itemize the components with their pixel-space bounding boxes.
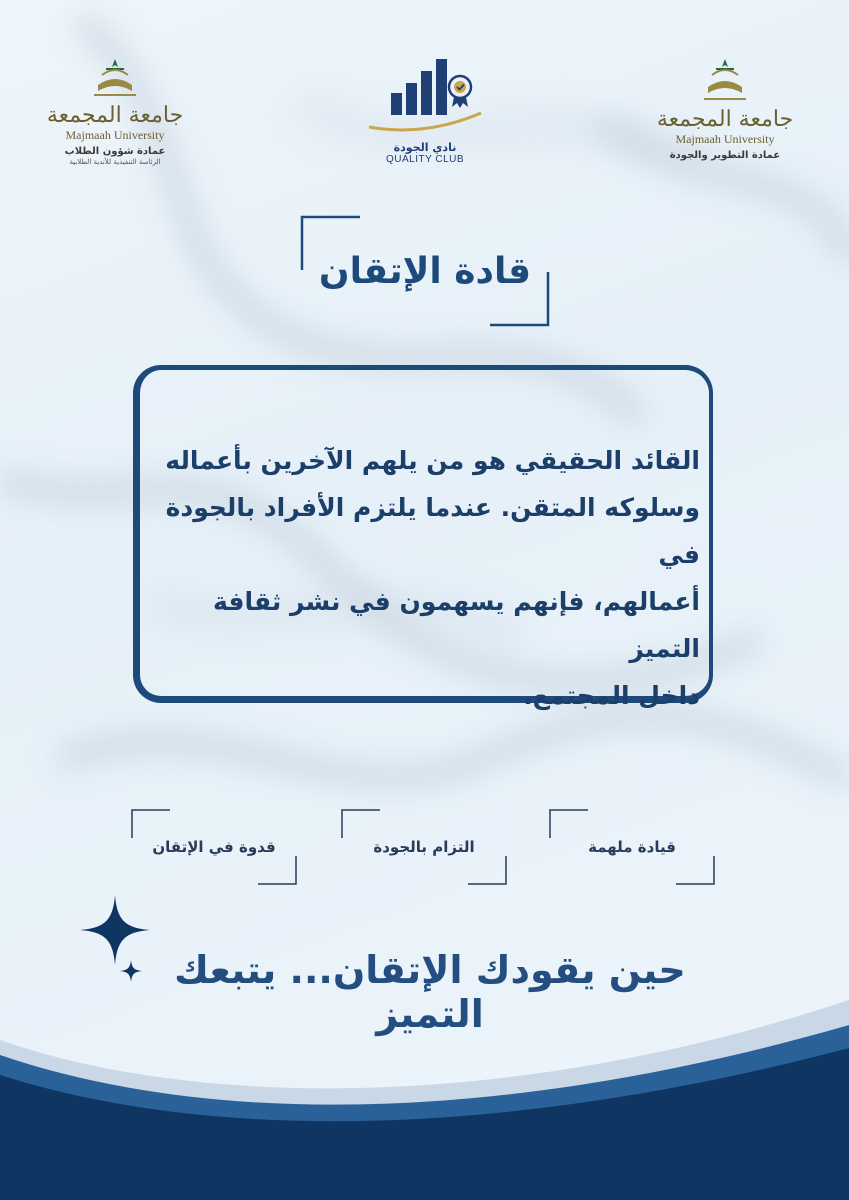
university-name-english: Majmaah University [65, 128, 165, 142]
value-label: قدوة في الإتقان [152, 838, 276, 856]
statement-line: القائد الحقيقي هو من يلهم الآخرين بأعماله [165, 446, 700, 475]
university-name-arabic: جامعة المجمعة [656, 107, 794, 132]
university-name-arabic: جامعة المجمعة [46, 103, 184, 128]
university-emblem-icon [698, 55, 752, 103]
value-inspiring-leadership [548, 808, 716, 886]
deanship-name: عمادة شؤون الطلاب [64, 146, 166, 157]
club-name-arabic: نادي الجودة [393, 141, 457, 154]
university-name-english: Majmaah University [675, 132, 775, 146]
logo-quality-club [360, 55, 490, 165]
value-quality-commitment [340, 808, 508, 886]
value-label: التزام بالجودة [373, 838, 475, 856]
value-label: قيادة ملهمة [588, 838, 676, 856]
statement-line: وسلوكه المتقن. عندما يلتزم الأفراد بالجودة في [165, 493, 700, 569]
statement-text [150, 437, 700, 719]
value-role-model [130, 808, 298, 886]
statement-line: داخل المجتمع. [523, 681, 700, 710]
logo-development-quality [650, 55, 800, 161]
sparkle-small-icon [120, 960, 142, 982]
sparkle-large-icon [80, 895, 150, 965]
statement-line: أعمالهم، فإنهم يسهمون في نشر ثقافة التميز [213, 587, 700, 663]
slogan: حين يقودك الإتقان... يتبعك التميز [174, 948, 686, 1036]
title-frame [300, 215, 550, 327]
university-emblem-icon [88, 55, 142, 99]
deanship-name: عمادة التطوير والجودة [669, 150, 781, 161]
page-title: قادة الإتقان [318, 250, 532, 292]
club-name-english: QUALITY CLUB [385, 154, 465, 165]
bar-chart-badge-icon [365, 55, 485, 139]
logo-students-affairs [45, 55, 185, 166]
bottom-wave-decoration [0, 1000, 849, 1200]
deanship-subtitle: الرئاسة التنفيذية للأندية الطلابية [69, 158, 161, 166]
